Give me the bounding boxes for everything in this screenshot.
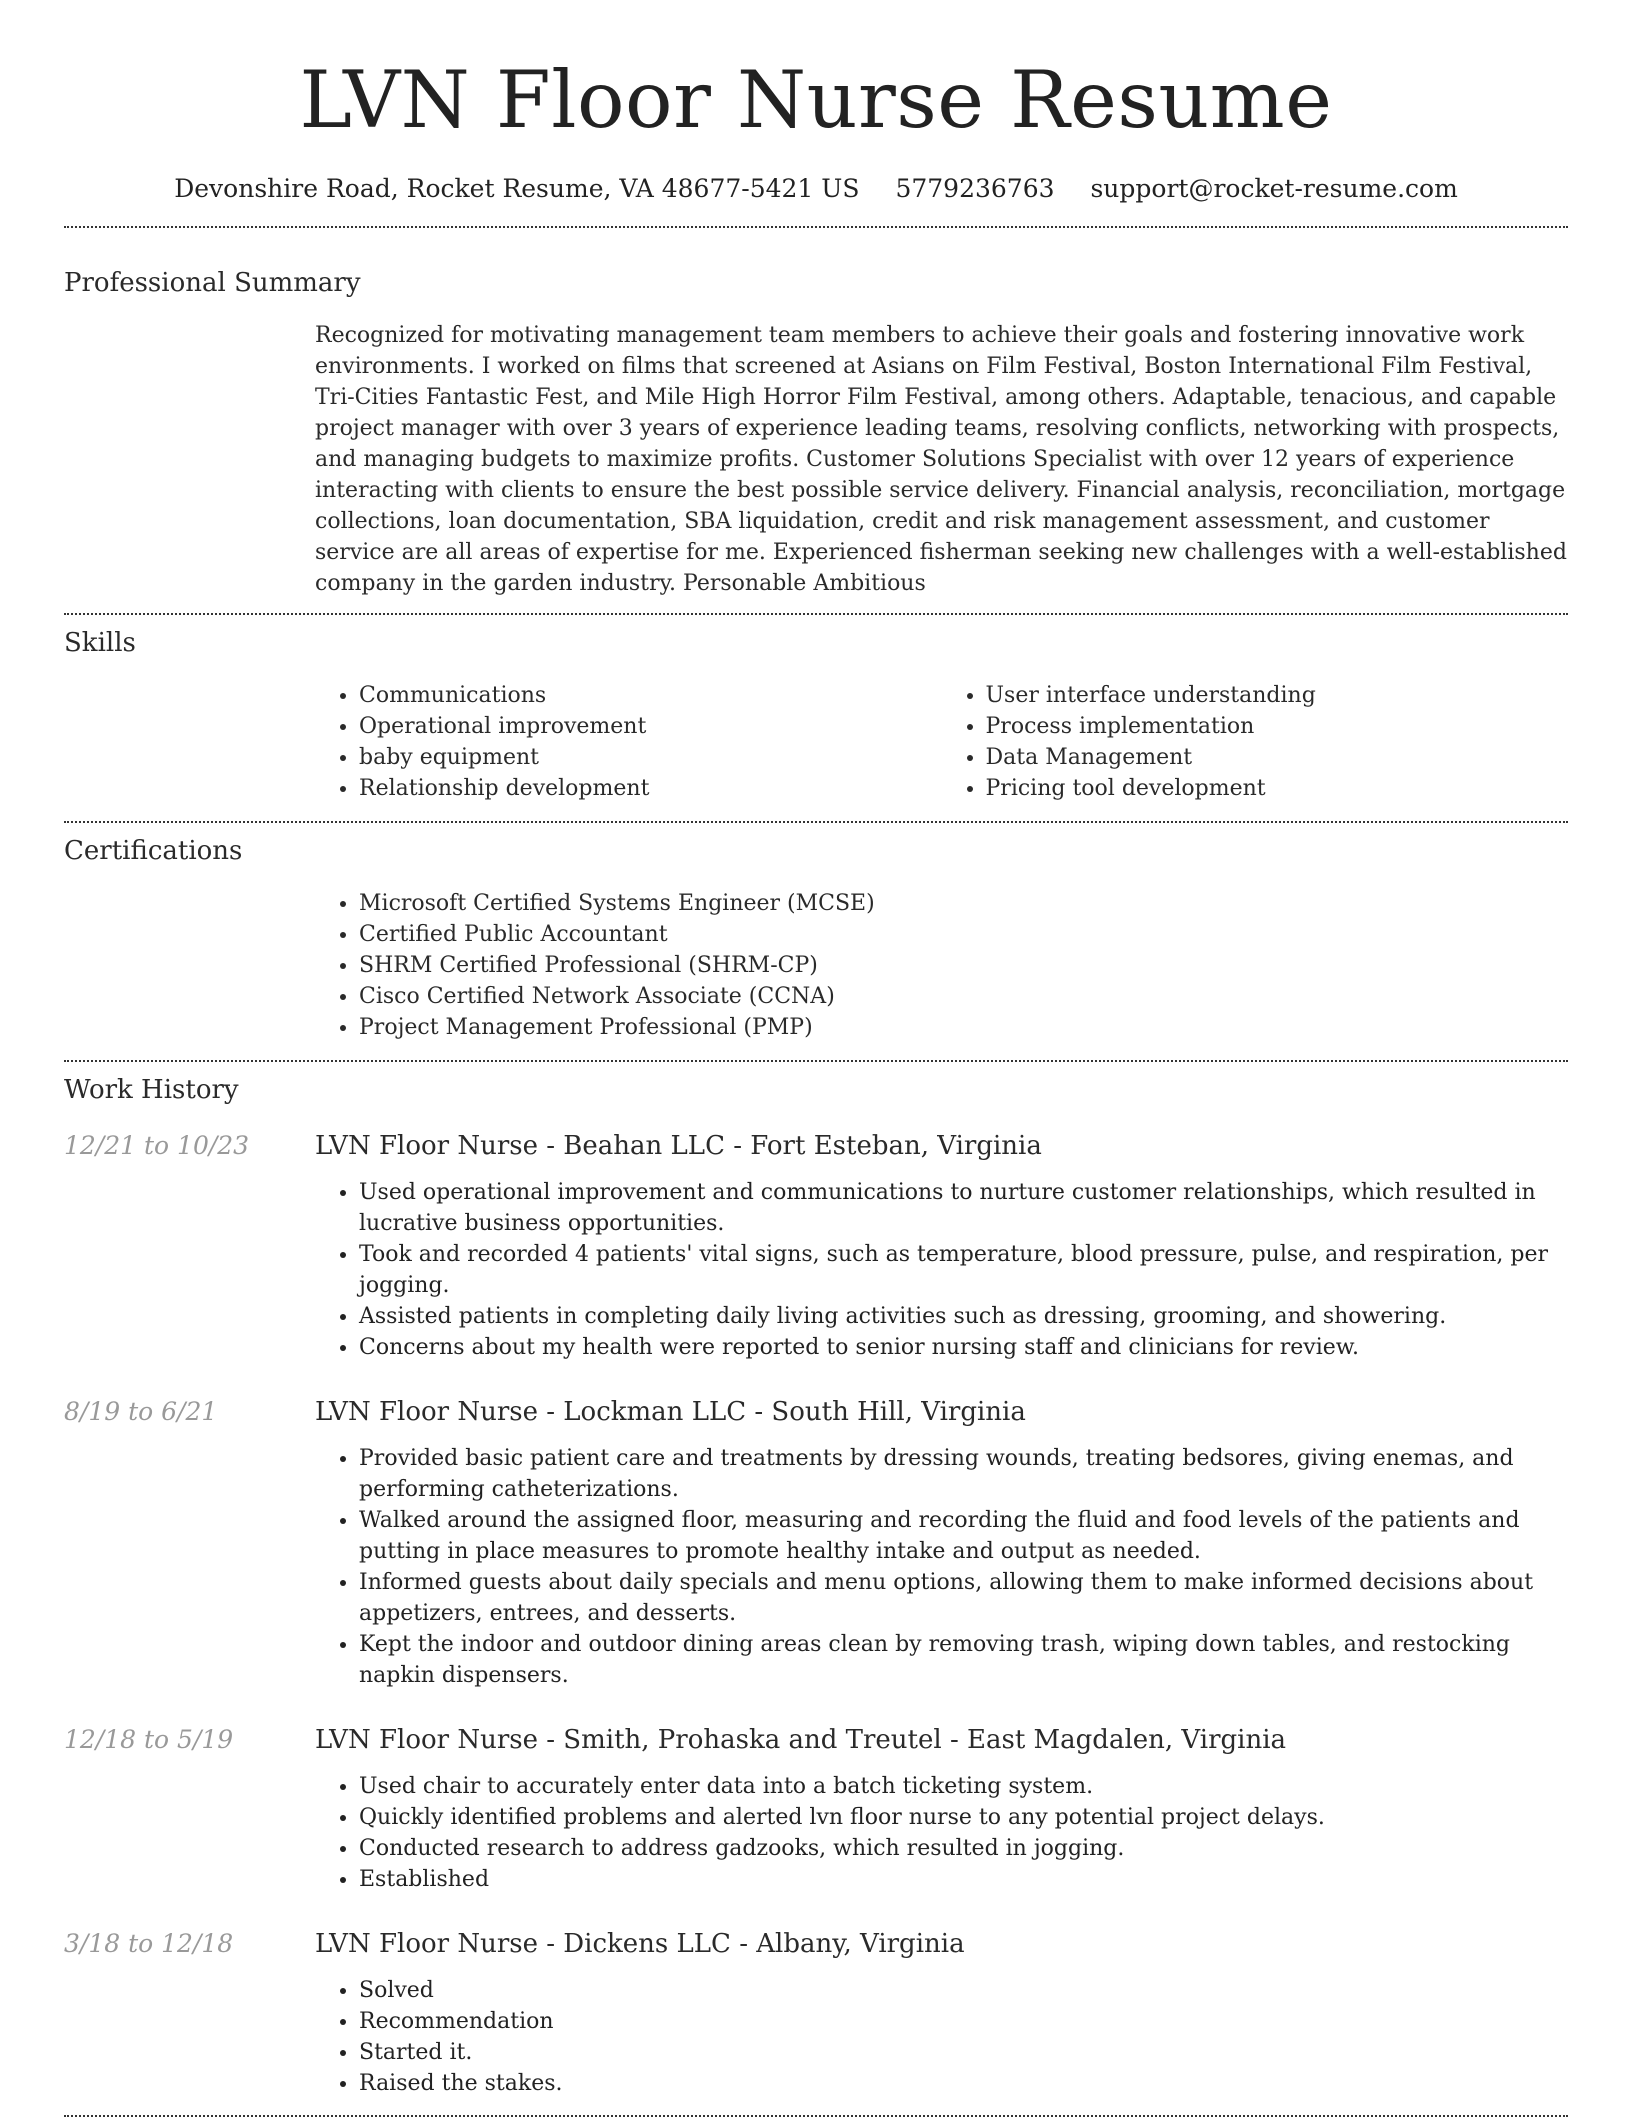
job-bullet: • Concerns about my health were reported to senior nursing staff and clinicians for review. — [359, 1332, 1568, 1363]
skill-item: • Data Management — [986, 742, 1569, 773]
contact-phone: 5779236763 — [895, 174, 1055, 203]
certification-item: • SHRM Certified Professional (SHRM-CP) — [359, 950, 1568, 981]
job-dates: 12/18 to 5/19 — [64, 1725, 234, 1754]
skill-item: • User interface understanding — [986, 680, 1569, 711]
contact-address: Devonshire Road, Rocket Resume, VA 48677-5421 US — [174, 174, 860, 203]
job-entry — [64, 1129, 1568, 1363]
summary-text: Recognized for motivating management team members to achieve their goals and fostering innovative work environments. I worked on films that screened at Asians on Film Festival, Boston International Film Festival, Tri-Cities Fantastic Fest, and Mile High Horror Film Festival, among others. Adaptable, tenacious, and capable project manager with over 3 years of experience leading teams, resolving conflicts, networking with prospects, and managing budgets to maximize profits. Customer Solutions Specialist with over 12 years of experience interacting with clients to ensure the best possible service delivery. Financial analysis, reconciliation, mortgage collections, loan documentation, SBA liquidation, credit and risk management assessment, and customer service are all areas of expertise for me. Experienced fisherman seeking new challenges with a well-established company in the garden industry. Personable Ambitious — [315, 323, 1567, 596]
skill-item: • Relationship development — [359, 773, 942, 804]
skill-item: • baby equipment — [359, 742, 942, 773]
job-dates: 3/18 to 12/18 — [64, 1929, 234, 1958]
job-bullet: • Assisted patients in completing daily living activities such as dressing, grooming, and showering. — [359, 1301, 1568, 1332]
job-entry — [64, 1395, 1568, 1691]
skill-item: • Process implementation — [986, 711, 1569, 742]
job-bullet: • Used operational improvement and communications to nurture customer relationships, which resulted in lucrative business opportunities. — [359, 1177, 1568, 1239]
contact-line — [64, 172, 1568, 206]
job-entry — [64, 1723, 1568, 1895]
job-bullet: • Informed guests about daily specials and menu options, allowing them to make informed decisions about appetizers, entrees, and desserts. — [359, 1567, 1568, 1629]
job-bullet: • Used chair to accurately enter data into a batch ticketing system. — [359, 1771, 1568, 1802]
job-bullet: • Established — [359, 1864, 1568, 1895]
summary-heading: Professional Summary — [64, 268, 361, 298]
job-title: LVN Floor Nurse - Dickens LLC - Albany, Virginia — [315, 1929, 965, 1959]
skills-heading: Skills — [64, 628, 136, 658]
certification-item: • Cisco Certified Network Associate (CCNA) — [359, 981, 1568, 1012]
skill-item: • Pricing tool development — [986, 773, 1569, 804]
skill-item: • Communications — [359, 680, 942, 711]
resume-page — [64, 0, 1568, 2117]
job-bullet: • Kept the indoor and outdoor dining areas clean by removing trash, wiping down tables, and restocking napkin dispensers. — [359, 1629, 1568, 1691]
skills-list-left — [315, 680, 942, 804]
job-bullet: • Quickly identified problems and alerted lvn floor nurse to any potential project delays. — [359, 1802, 1568, 1833]
job-bullets — [315, 1443, 1568, 1691]
certification-item: • Certified Public Accountant — [359, 919, 1568, 950]
skill-item: • Operational improvement — [359, 711, 942, 742]
contact-email: support@rocket-resume.com — [1090, 174, 1458, 203]
job-title: LVN Floor Nurse - Beahan LLC - Fort Esteban, Virginia — [315, 1131, 1042, 1161]
job-bullet: • Started it. — [359, 2037, 1568, 2068]
certifications-section — [64, 823, 1568, 1043]
skills-section — [64, 615, 1568, 804]
skills-list-right — [942, 680, 1569, 804]
job-bullet: • Recommendation — [359, 2006, 1568, 2037]
job-bullets — [315, 1975, 1568, 2099]
work-history-section — [64, 1062, 1568, 2099]
job-bullets — [315, 1177, 1568, 1363]
work-history-heading: Work History — [64, 1075, 239, 1105]
summary-section — [64, 228, 1568, 599]
job-title: LVN Floor Nurse - Lockman LLC - South Hill, Virginia — [315, 1397, 1026, 1427]
job-bullet: • Solved — [359, 1975, 1568, 2006]
certifications-list — [315, 888, 1568, 1043]
resume-title: LVN Floor Nurse Resume — [299, 54, 1333, 146]
job-title: LVN Floor Nurse - Smith, Prohaska and Treutel - East Magdalen, Virginia — [315, 1725, 1287, 1755]
job-bullets — [315, 1771, 1568, 1895]
certification-item: • Microsoft Certified Systems Engineer (MCSE) — [359, 888, 1568, 919]
job-dates: 8/19 to 6/21 — [64, 1397, 218, 1426]
job-bullet: • Conducted research to address gadzooks, which resulted in jogging. — [359, 1833, 1568, 1864]
certifications-heading: Certifications — [64, 836, 243, 866]
job-bullet: • Raised the stakes. — [359, 2068, 1568, 2099]
job-bullet: • Took and recorded 4 patients' vital signs, such as temperature, blood pressure, pulse, and respiration, per jogging. — [359, 1239, 1568, 1301]
job-bullet: • Provided basic patient care and treatments by dressing wounds, treating bedsores, giving enemas, and performing catheterizations. — [359, 1443, 1568, 1505]
job-bullet: • Walked around the assigned floor, measuring and recording the fluid and food levels of the patients and putting in place measures to promote healthy intake and output as needed. — [359, 1505, 1568, 1567]
certification-item: • Project Management Professional (PMP) — [359, 1012, 1568, 1043]
job-dates: 12/21 to 10/23 — [64, 1131, 250, 1160]
job-entry — [64, 1927, 1568, 2099]
